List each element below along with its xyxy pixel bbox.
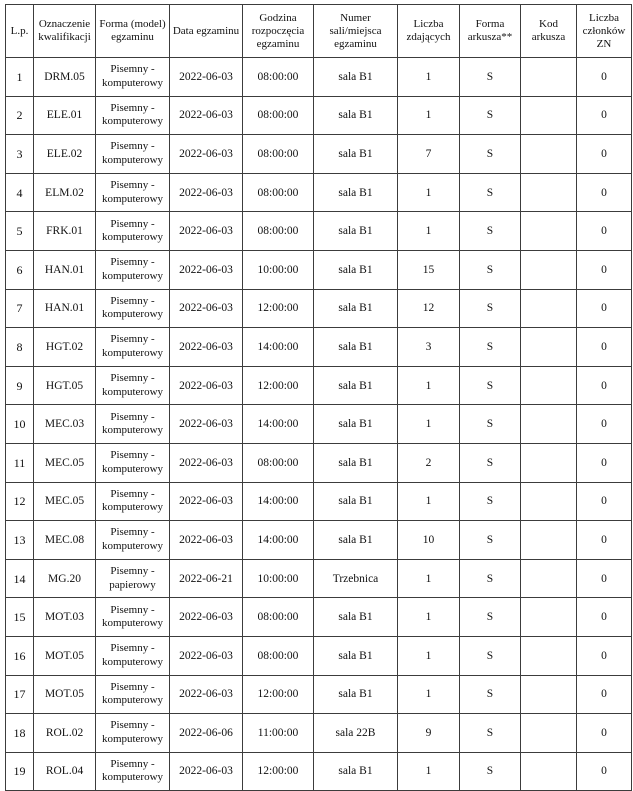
cell-forma: [96, 482, 170, 521]
cell-sala: sala B1: [314, 173, 398, 212]
cell-lp: 17: [6, 675, 34, 714]
cell-forma-arkusza: S: [460, 289, 521, 328]
cell-godzina: 08:00:00: [243, 598, 314, 637]
cell-liczba-zn: 0: [577, 675, 632, 714]
cell-lp: 18: [6, 714, 34, 753]
cell-forma: [96, 521, 170, 560]
cell-forma: [96, 212, 170, 251]
cell-liczba-zn: 0: [577, 559, 632, 598]
cell-liczba-zn: 0: [577, 135, 632, 174]
cell-godzina: 14:00:00: [243, 521, 314, 560]
cell-data: 2022-06-03: [170, 173, 243, 212]
cell-forma-line1: Pisemny -: [110, 603, 155, 616]
cell-kwalifikacja: MG.20: [34, 559, 96, 598]
cell-godzina: 12:00:00: [243, 675, 314, 714]
cell-data: 2022-06-03: [170, 58, 243, 97]
cell-lp: 7: [6, 289, 34, 328]
cell-forma-line2: komputerowy: [101, 153, 164, 166]
cell-forma-line2: komputerowy: [101, 231, 164, 244]
cell-forma-arkusza: S: [460, 96, 521, 135]
header-forma-arkusza: Forma arkusza**: [460, 5, 521, 58]
cell-liczba-zdajacych: 2: [398, 443, 460, 482]
cell-sala: sala B1: [314, 636, 398, 675]
cell-forma: [96, 675, 170, 714]
cell-forma-arkusza: S: [460, 675, 521, 714]
table-row: [6, 366, 632, 405]
cell-forma-arkusza: S: [460, 714, 521, 753]
table-row: [6, 521, 632, 560]
cell-godzina: 08:00:00: [243, 135, 314, 174]
cell-forma-line2: komputerowy: [101, 462, 164, 475]
cell-forma-line2: komputerowy: [101, 385, 164, 398]
cell-forma-arkusza: S: [460, 250, 521, 289]
cell-liczba-zdajacych: 1: [398, 598, 460, 637]
cell-kwalifikacja: ELE.02: [34, 135, 96, 174]
cell-liczba-zdajacych: 1: [398, 559, 460, 598]
header-liczba-zn: Liczba członków ZN: [577, 5, 632, 58]
cell-kwalifikacja: HAN.01: [34, 250, 96, 289]
cell-lp: 10: [6, 405, 34, 444]
cell-liczba-zdajacych: 9: [398, 714, 460, 753]
cell-godzina: 08:00:00: [243, 58, 314, 97]
cell-forma-arkusza: S: [460, 636, 521, 675]
cell-kwalifikacja: ROL.02: [34, 714, 96, 753]
cell-kod-arkusza: [521, 328, 577, 367]
cell-kod-arkusza: [521, 752, 577, 791]
cell-kwalifikacja: MEC.08: [34, 521, 96, 560]
cell-sala: sala B1: [314, 58, 398, 97]
cell-forma: [96, 636, 170, 675]
cell-forma-line2: komputerowy: [101, 694, 164, 707]
cell-liczba-zdajacych: 10: [398, 521, 460, 560]
cell-liczba-zdajacych: 1: [398, 675, 460, 714]
header-liczba-zdajacych: Liczba zdających: [398, 5, 460, 58]
cell-data: 2022-06-03: [170, 675, 243, 714]
cell-forma-line1: Pisemny -: [110, 372, 155, 385]
cell-forma-arkusza: S: [460, 521, 521, 560]
cell-lp: 3: [6, 135, 34, 174]
cell-sala: sala B1: [314, 96, 398, 135]
cell-sala: sala B1: [314, 289, 398, 328]
table-row: [6, 328, 632, 367]
cell-godzina: 12:00:00: [243, 366, 314, 405]
cell-liczba-zn: 0: [577, 250, 632, 289]
cell-forma: [96, 598, 170, 637]
cell-sala: sala B1: [314, 482, 398, 521]
cell-forma-line2: komputerowy: [101, 617, 164, 630]
cell-liczba-zdajacych: 1: [398, 58, 460, 97]
cell-data: 2022-06-03: [170, 328, 243, 367]
cell-forma: [96, 135, 170, 174]
cell-godzina: 14:00:00: [243, 482, 314, 521]
table-header: [6, 5, 632, 58]
cell-forma-arkusza: S: [460, 559, 521, 598]
cell-sala: sala B1: [314, 328, 398, 367]
cell-forma-line1: Pisemny -: [110, 487, 155, 500]
cell-data: 2022-06-06: [170, 714, 243, 753]
header-forma: Forma (model) egzaminu: [96, 5, 170, 58]
cell-data: 2022-06-03: [170, 212, 243, 251]
cell-godzina: 08:00:00: [243, 173, 314, 212]
exam-schedule-table: [5, 4, 632, 791]
cell-forma: [96, 752, 170, 791]
cell-godzina: 14:00:00: [243, 405, 314, 444]
cell-godzina: 12:00:00: [243, 289, 314, 328]
cell-godzina: 14:00:00: [243, 328, 314, 367]
table-row: [6, 135, 632, 174]
cell-forma: [96, 289, 170, 328]
cell-forma: [96, 559, 170, 598]
table-row: [6, 212, 632, 251]
cell-liczba-zn: 0: [577, 328, 632, 367]
cell-kod-arkusza: [521, 135, 577, 174]
cell-liczba-zn: 0: [577, 598, 632, 637]
cell-forma-line2: komputerowy: [101, 771, 164, 784]
cell-forma: [96, 714, 170, 753]
cell-forma: [96, 173, 170, 212]
cell-forma-line2: komputerowy: [101, 346, 164, 359]
cell-liczba-zdajacych: 15: [398, 250, 460, 289]
cell-godzina: 08:00:00: [243, 443, 314, 482]
header-kod-arkusza: Kod arkusza: [521, 5, 577, 58]
cell-forma-line2: komputerowy: [101, 732, 164, 745]
cell-forma-line1: Pisemny -: [110, 101, 155, 114]
cell-liczba-zn: 0: [577, 752, 632, 791]
cell-sala: sala B1: [314, 135, 398, 174]
cell-forma: [96, 250, 170, 289]
cell-kod-arkusza: [521, 173, 577, 212]
cell-liczba-zdajacych: 1: [398, 212, 460, 251]
cell-godzina: 08:00:00: [243, 212, 314, 251]
cell-data: 2022-06-03: [170, 405, 243, 444]
cell-forma: [96, 96, 170, 135]
cell-forma-line2: komputerowy: [101, 308, 164, 321]
table-row: [6, 405, 632, 444]
cell-kwalifikacja: MEC.03: [34, 405, 96, 444]
cell-godzina: 08:00:00: [243, 96, 314, 135]
cell-forma-line2: komputerowy: [101, 501, 164, 514]
cell-kwalifikacja: ELE.01: [34, 96, 96, 135]
cell-data: 2022-06-03: [170, 96, 243, 135]
cell-kod-arkusza: [521, 559, 577, 598]
cell-data: 2022-06-21: [170, 559, 243, 598]
cell-forma-arkusza: S: [460, 443, 521, 482]
table-row: [6, 752, 632, 791]
cell-sala: sala B1: [314, 250, 398, 289]
cell-godzina: 10:00:00: [243, 559, 314, 598]
cell-liczba-zn: 0: [577, 173, 632, 212]
cell-liczba-zdajacych: 7: [398, 135, 460, 174]
cell-forma-arkusza: S: [460, 135, 521, 174]
cell-lp: 11: [6, 443, 34, 482]
cell-kwalifikacja: FRK.01: [34, 212, 96, 251]
cell-liczba-zdajacych: 3: [398, 328, 460, 367]
cell-liczba-zdajacych: 1: [398, 752, 460, 791]
cell-forma-line1: Pisemny -: [110, 680, 155, 693]
cell-forma: [96, 443, 170, 482]
cell-liczba-zdajacych: 1: [398, 482, 460, 521]
cell-sala: sala B1: [314, 752, 398, 791]
cell-kwalifikacja: HGT.02: [34, 328, 96, 367]
table-row: [6, 636, 632, 675]
cell-forma-arkusza: S: [460, 212, 521, 251]
cell-sala: sala B1: [314, 443, 398, 482]
cell-forma-line1: Pisemny -: [110, 526, 155, 539]
header-sala: Numer sali/miejsca egzaminu: [314, 5, 398, 58]
cell-kod-arkusza: [521, 675, 577, 714]
cell-kod-arkusza: [521, 598, 577, 637]
cell-forma-line2: komputerowy: [101, 192, 164, 205]
cell-kod-arkusza: [521, 58, 577, 97]
table-row: [6, 559, 632, 598]
cell-lp: 15: [6, 598, 34, 637]
cell-godzina: 11:00:00: [243, 714, 314, 753]
cell-liczba-zn: 0: [577, 366, 632, 405]
cell-forma-line1: Pisemny -: [110, 642, 155, 655]
cell-forma-line1: Pisemny -: [110, 140, 155, 153]
cell-forma: [96, 366, 170, 405]
cell-forma-arkusza: S: [460, 598, 521, 637]
cell-kod-arkusza: [521, 521, 577, 560]
cell-data: 2022-06-03: [170, 289, 243, 328]
header-data: Data egzaminu: [170, 5, 243, 58]
cell-forma-arkusza: S: [460, 405, 521, 444]
cell-kwalifikacja: HGT.05: [34, 366, 96, 405]
table-row: [6, 675, 632, 714]
cell-lp: 9: [6, 366, 34, 405]
cell-forma-line2: komputerowy: [101, 424, 164, 437]
cell-liczba-zn: 0: [577, 96, 632, 135]
cell-liczba-zn: 0: [577, 58, 632, 97]
cell-kod-arkusza: [521, 636, 577, 675]
cell-forma-arkusza: S: [460, 482, 521, 521]
cell-forma-line1: Pisemny -: [110, 294, 155, 307]
cell-forma-line1: Pisemny -: [110, 256, 155, 269]
cell-forma-line1: Pisemny -: [110, 757, 155, 770]
cell-kwalifikacja: MEC.05: [34, 482, 96, 521]
cell-liczba-zn: 0: [577, 405, 632, 444]
cell-godzina: 12:00:00: [243, 752, 314, 791]
cell-liczba-zdajacych: 1: [398, 173, 460, 212]
cell-sala: sala B1: [314, 366, 398, 405]
cell-liczba-zn: 0: [577, 482, 632, 521]
cell-kod-arkusza: [521, 366, 577, 405]
cell-kod-arkusza: [521, 212, 577, 251]
cell-liczba-zdajacych: 1: [398, 636, 460, 675]
cell-kwalifikacja: DRM.05: [34, 58, 96, 97]
cell-data: 2022-06-03: [170, 598, 243, 637]
table-row: [6, 598, 632, 637]
table-row: [6, 250, 632, 289]
cell-sala: Trzebnica: [314, 559, 398, 598]
cell-forma-line2: komputerowy: [101, 115, 164, 128]
cell-liczba-zdajacych: 1: [398, 366, 460, 405]
cell-liczba-zdajacych: 1: [398, 96, 460, 135]
cell-lp: 16: [6, 636, 34, 675]
cell-lp: 19: [6, 752, 34, 791]
table-row: [6, 714, 632, 753]
cell-kod-arkusza: [521, 443, 577, 482]
cell-lp: 4: [6, 173, 34, 212]
cell-forma-line1: Pisemny -: [110, 449, 155, 462]
cell-liczba-zdajacych: 1: [398, 405, 460, 444]
cell-forma-line1: Pisemny -: [110, 63, 155, 76]
cell-kod-arkusza: [521, 482, 577, 521]
cell-kod-arkusza: [521, 714, 577, 753]
cell-lp: 14: [6, 559, 34, 598]
cell-lp: 5: [6, 212, 34, 251]
cell-data: 2022-06-03: [170, 752, 243, 791]
cell-forma-line2: papierowy: [109, 578, 156, 591]
cell-forma-line2: komputerowy: [101, 269, 164, 282]
cell-data: 2022-06-03: [170, 135, 243, 174]
cell-godzina: 10:00:00: [243, 250, 314, 289]
cell-forma-arkusza: S: [460, 752, 521, 791]
cell-liczba-zn: 0: [577, 714, 632, 753]
cell-sala: sala B1: [314, 521, 398, 560]
cell-kod-arkusza: [521, 405, 577, 444]
cell-lp: 13: [6, 521, 34, 560]
cell-lp: 6: [6, 250, 34, 289]
cell-forma-arkusza: S: [460, 173, 521, 212]
cell-forma-line2: komputerowy: [101, 655, 164, 668]
cell-forma-arkusza: S: [460, 328, 521, 367]
cell-forma-line1: Pisemny -: [110, 333, 155, 346]
cell-kwalifikacja: ELM.02: [34, 173, 96, 212]
cell-forma-line1: Pisemny -: [110, 410, 155, 423]
cell-lp: 12: [6, 482, 34, 521]
cell-forma: [96, 58, 170, 97]
cell-kod-arkusza: [521, 96, 577, 135]
cell-sala: sala B1: [314, 675, 398, 714]
cell-liczba-zn: 0: [577, 636, 632, 675]
cell-forma-line1: Pisemny -: [110, 217, 155, 230]
cell-forma-arkusza: S: [460, 366, 521, 405]
table-row: [6, 58, 632, 97]
cell-lp: 2: [6, 96, 34, 135]
cell-kwalifikacja: MEC.05: [34, 443, 96, 482]
cell-forma: [96, 405, 170, 444]
cell-kwalifikacja: ROL.04: [34, 752, 96, 791]
exam-schedule-sheet: [5, 4, 632, 791]
header-kwalifikacja: Oznaczenie kwalifikacji: [34, 5, 96, 58]
cell-liczba-zdajacych: 12: [398, 289, 460, 328]
cell-sala: sala B1: [314, 405, 398, 444]
header-godzina: Godzina rozpoczęcia egzaminu: [243, 5, 314, 58]
table-row: [6, 173, 632, 212]
header-lp: L.p.: [6, 5, 34, 58]
table-body: [6, 58, 632, 791]
cell-forma-arkusza: S: [460, 58, 521, 97]
cell-forma-line1: Pisemny -: [110, 565, 155, 578]
cell-forma-line2: komputerowy: [101, 539, 164, 552]
cell-kod-arkusza: [521, 289, 577, 328]
cell-data: 2022-06-03: [170, 482, 243, 521]
cell-data: 2022-06-03: [170, 443, 243, 482]
cell-sala: sala B1: [314, 212, 398, 251]
cell-kwalifikacja: MOT.05: [34, 675, 96, 714]
cell-forma: [96, 328, 170, 367]
cell-lp: 8: [6, 328, 34, 367]
table-row: [6, 289, 632, 328]
cell-forma-line1: Pisemny -: [110, 179, 155, 192]
cell-kwalifikacja: HAN.01: [34, 289, 96, 328]
cell-kod-arkusza: [521, 250, 577, 289]
cell-godzina: 08:00:00: [243, 636, 314, 675]
cell-forma-line1: Pisemny -: [110, 719, 155, 732]
cell-lp: 1: [6, 58, 34, 97]
cell-data: 2022-06-03: [170, 521, 243, 560]
cell-liczba-zn: 0: [577, 289, 632, 328]
table-row: [6, 96, 632, 135]
table-row: [6, 443, 632, 482]
cell-liczba-zn: 0: [577, 443, 632, 482]
cell-kwalifikacja: MOT.05: [34, 636, 96, 675]
cell-sala: sala B1: [314, 598, 398, 637]
cell-sala: sala 22B: [314, 714, 398, 753]
cell-data: 2022-06-03: [170, 636, 243, 675]
table-row: [6, 482, 632, 521]
cell-data: 2022-06-03: [170, 366, 243, 405]
cell-liczba-zn: 0: [577, 212, 632, 251]
header-row: [6, 5, 632, 58]
cell-liczba-zn: 0: [577, 521, 632, 560]
cell-data: 2022-06-03: [170, 250, 243, 289]
cell-forma-line2: komputerowy: [101, 76, 164, 89]
cell-kwalifikacja: MOT.03: [34, 598, 96, 637]
